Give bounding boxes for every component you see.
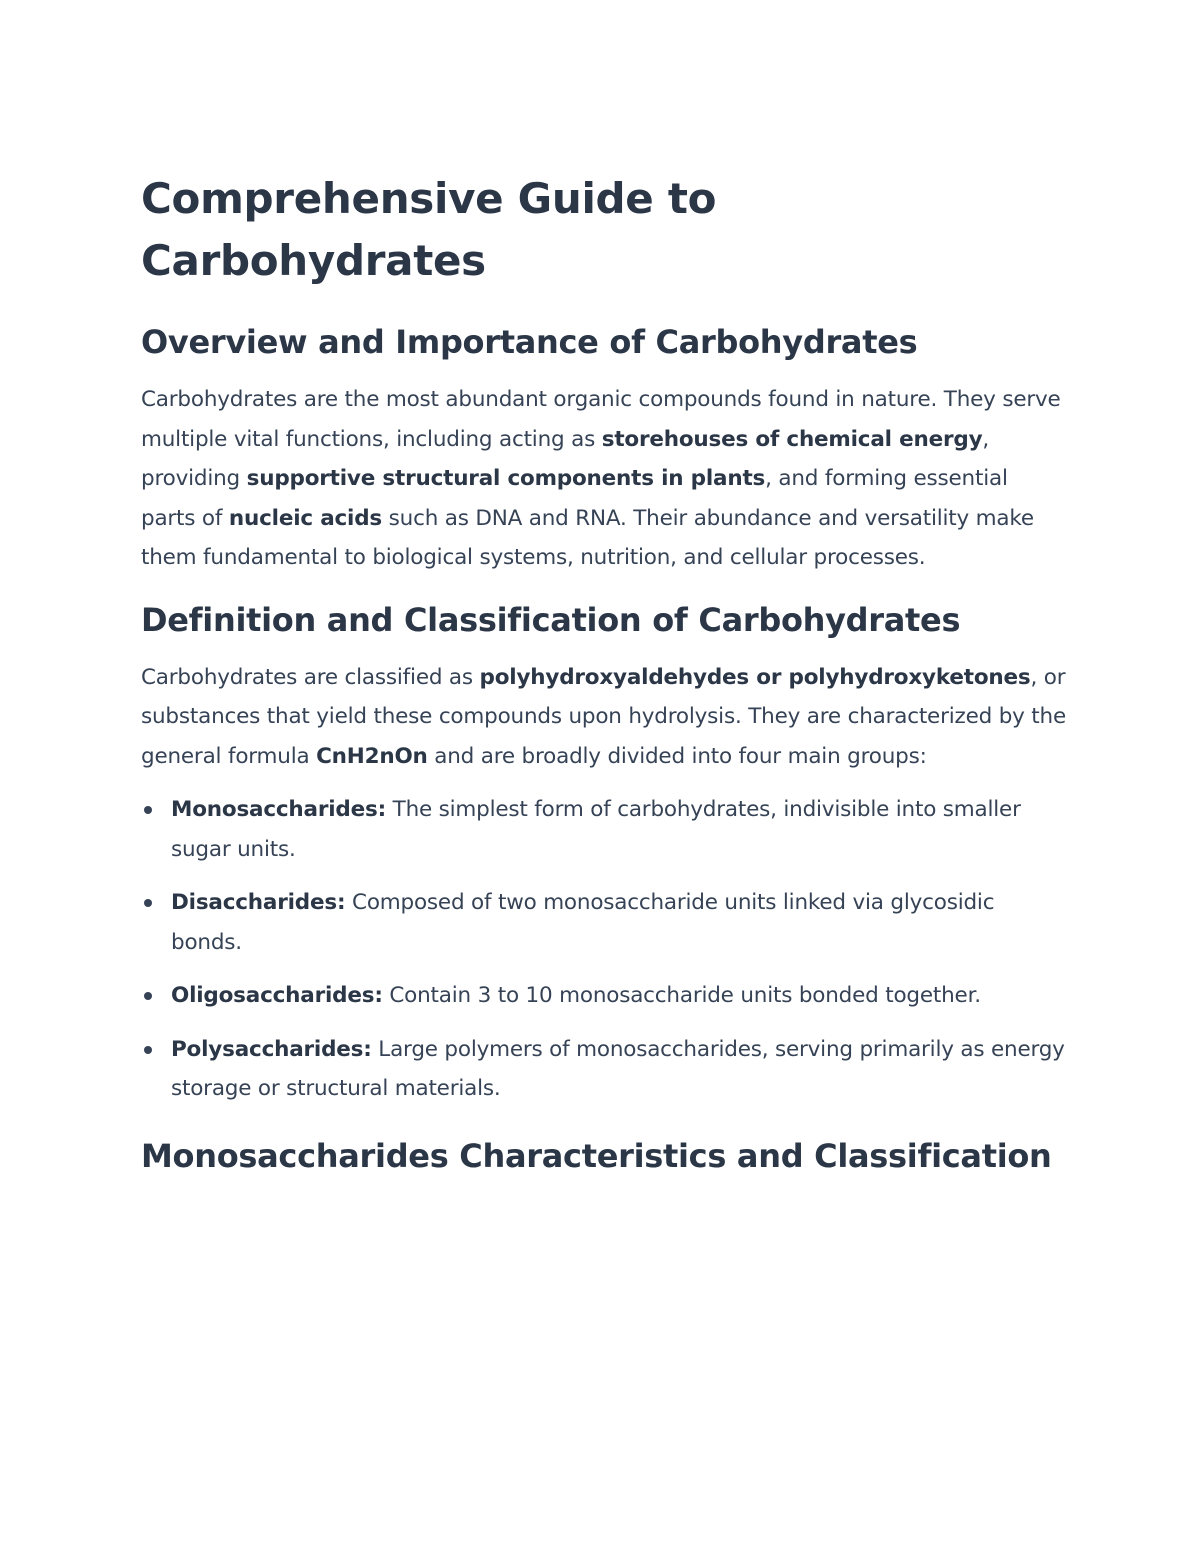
bold-text: CnH2nOn (316, 743, 428, 769)
list-item-term: Oligosaccharides: (171, 983, 383, 1008)
list-item-desc: Contain 3 to 10 monosaccharide units bonded together. (382, 983, 981, 1008)
overview-paragraph (141, 380, 1066, 578)
list-item-term: Disaccharides: (171, 890, 346, 915)
text-run: Carbohydrates are the most abundant organic compounds found in nature. They serve multiple vital functions, including acting as (141, 387, 1061, 452)
list-item-term: Monosaccharides: (171, 797, 386, 822)
text-run: Carbohydrates are classified as (141, 664, 480, 690)
bold-text: polyhydroxyaldehydes or polyhydroxyketones (479, 664, 1031, 690)
bullet-icon (144, 992, 152, 1000)
list-item-term: Polysaccharides: (171, 1036, 372, 1062)
section-heading-definition: Definition and Classification of Carbohydrates (141, 600, 961, 639)
list-item-desc: Composed of two monosaccharide units linked via glycosidic bonds. (171, 890, 995, 955)
text-run: such as DNA and RNA. Their abundance and versatility make them fundamental to biological systems, nutrition, and cellular processes. (141, 505, 1034, 570)
document-page (141, 168, 1066, 1185)
list-item (141, 790, 1066, 869)
list-item (141, 976, 1066, 1016)
list-item-desc: Large polymers of monosaccharides, serving primarily as energy storage or structural materials. (171, 1036, 1065, 1101)
definition-paragraph (141, 658, 1066, 777)
list-item-desc: The simplest form of carbohydrates, indivisible into smaller sugar units. (171, 797, 1021, 862)
bold-text: nucleic acids (228, 505, 383, 531)
list-item (141, 1030, 1066, 1109)
bold-text: storehouses of chemical energy (601, 426, 983, 452)
text-run: , or substances that yield these compounds upon hydrolysis. They are characterized by the general formula (141, 664, 1066, 769)
list-item (141, 883, 1066, 962)
document-title: Comprehensive Guide to Carbohydrates (141, 174, 717, 285)
bullet-icon (144, 806, 152, 814)
section-heading-monosaccharides: Monosaccharides Characteristics and Classification (141, 1136, 1052, 1175)
bullet-icon (144, 1046, 152, 1054)
text-run: and are broadly divided into four main groups: (427, 743, 927, 769)
text-run: , providing (141, 426, 990, 491)
text-run: , and forming essential parts of (141, 466, 1008, 531)
classification-list (141, 790, 1066, 1109)
section-heading-overview: Overview and Importance of Carbohydrates (141, 323, 918, 361)
bullet-icon (144, 899, 152, 907)
bold-text: supportive structural components in plants (246, 466, 766, 491)
